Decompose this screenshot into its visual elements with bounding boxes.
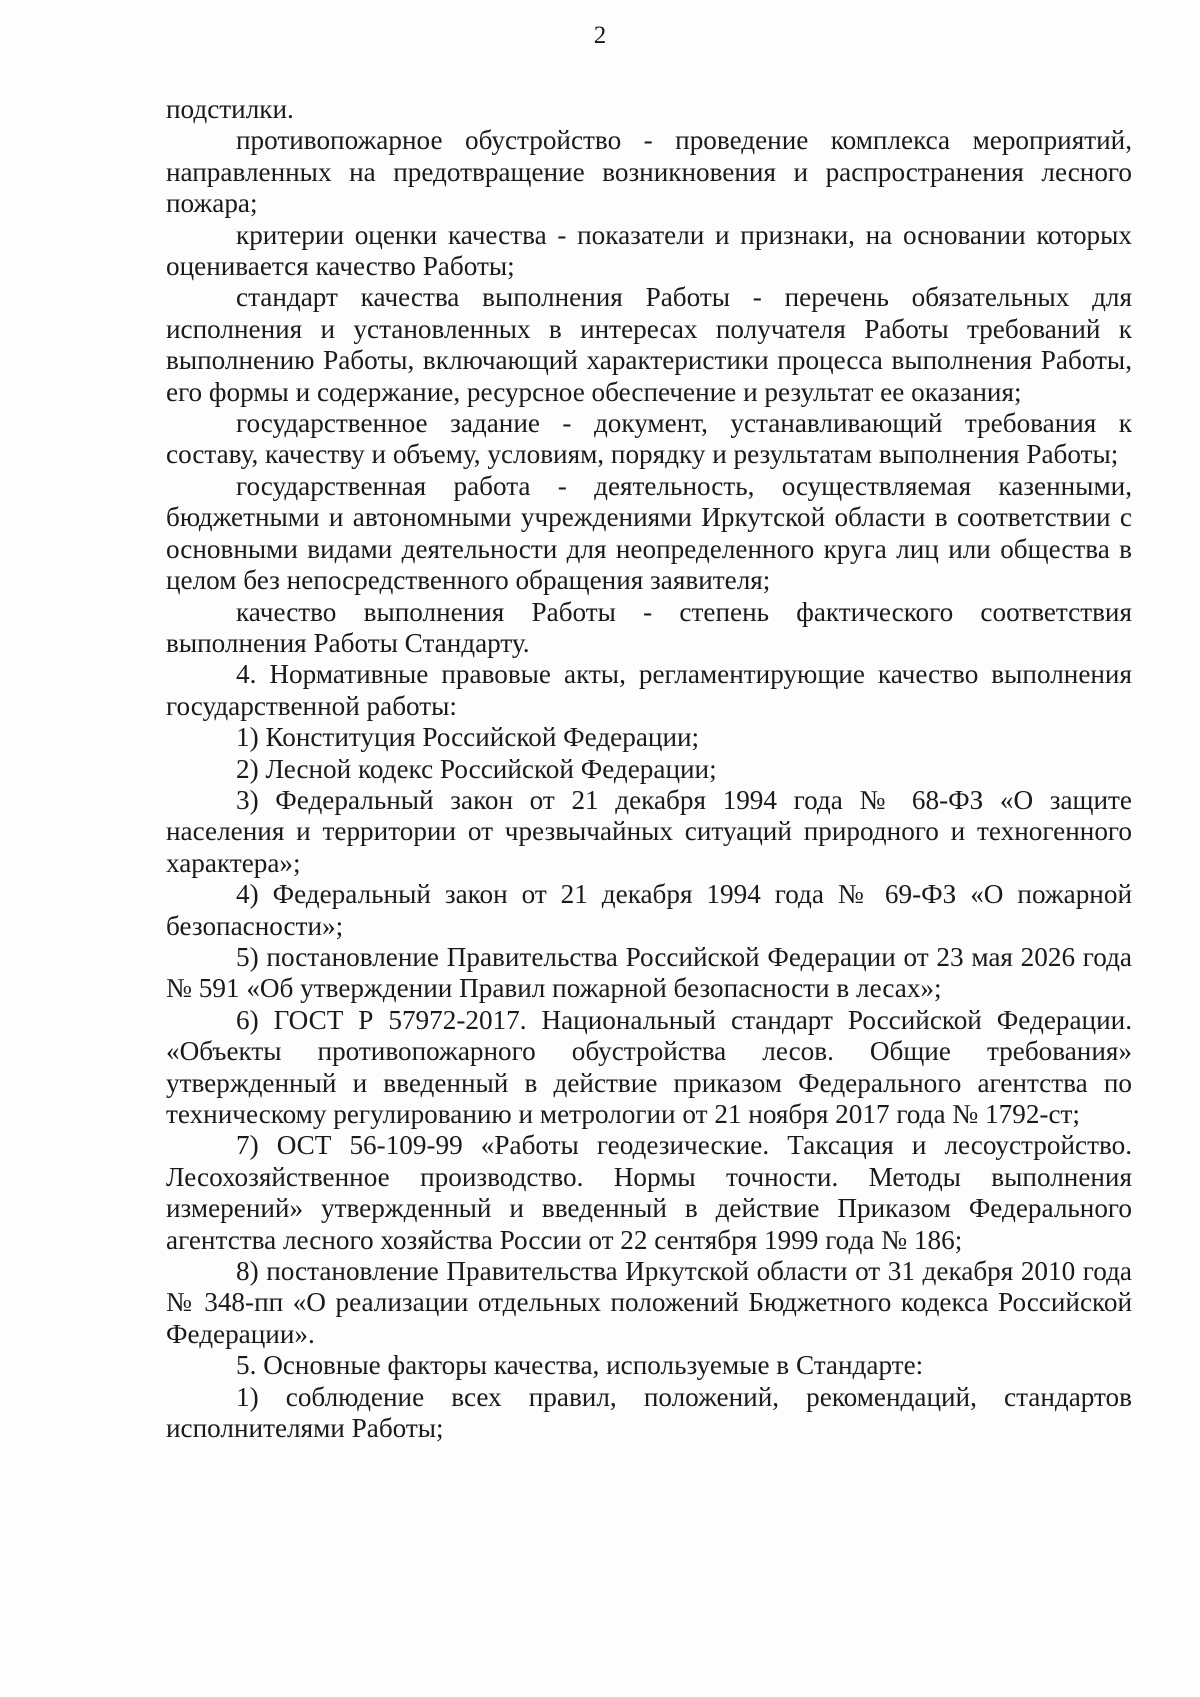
definition-quality-criteria: критерии оценки качества - показатели и признаки, на основании которых оценивается качество Работы;	[166, 219, 1132, 282]
definition-work-quality: качество выполнения Работы - степень фактического соответствия выполнения Работы Стандарту.	[166, 596, 1132, 658]
document-body	[166, 94, 1132, 1444]
legal-act-1: 1) Конституция Российской Федерации;	[236, 722, 700, 753]
legal-act-4: 4) Федеральный закон от 21 декабря 1994 года № 69-ФЗ «О пожарной безопасности»;	[166, 879, 1132, 941]
legal-act-2: 2) Лесной кодекс Российской Федерации;	[236, 753, 717, 784]
definition-quality-standard: стандарт качества выполнения Работы - перечень обязательных для исполнения и установленных в интересах получателя Работы требований к выполнению Работы, включающий характеристики процесса выполнения Работы, его формы и содержание, ресурсное обеспечение и результат ее оказания;	[166, 282, 1132, 407]
definition-state-work: государственная работа - деятельность, осуществляемая казенными, бюджетными и автономными учреждениями Иркутской области в соответствии с основными видами деятельности для неопределенного круга лиц или общества в целом без непосредственного обращения заявителя;	[166, 470, 1132, 596]
legal-act-6: 6) ГОСТ Р 57972-2017. Национальный стандарт Российской Федерации. «Объекты противопожарного обустройства лесов. Общие требования» утвержденный и введенный в действие приказом Федерального агентства по техническому регулированию и метрологии от 21 ноября 2017 года № 1792-ст;	[166, 1004, 1132, 1129]
legal-act-5: 5) постановление Правительства Российской Федерации от 23 мая 2026 года № 591 «Об утверждении Правил пожарной безопасности в лесах»;	[166, 941, 1132, 1004]
legal-act-7: 7) ОСТ 56-109-99 «Работы геодезические. Таксация и лесоустройство. Лесохозяйственное производство. Нормы точности. Методы выполнения измерений» утвержденный и введенный в действие Приказом Федерального агентства лесного хозяйства России от 22 сентября 1999 года № 186;	[166, 1130, 1132, 1255]
legal-act-8: 8) постановление Правительства Иркутской области от 31 декабря 2010 года № 348-пп «О реализации отдельных положений Бюджетного кодекса Российской Федерации».	[166, 1256, 1132, 1349]
section-4-heading: 4. Нормативные правовые акты, регламентирующие качество выполнения государственной работы:	[166, 659, 1132, 721]
legal-act-3: 3) Федеральный закон от 21 декабря 1994 года № 68-ФЗ «О защите населения и территории от чрезвычайных ситуаций природного и техногенного характера»;	[166, 784, 1132, 878]
paragraph-continuation: подстилки.	[166, 94, 294, 124]
definition-fire-prevention-arrangement: противопожарное обустройство - проведение комплекса мероприятий, направленных на предотвращение возникновения и распространения лесного пожара;	[166, 125, 1132, 219]
definition-state-assignment: государственное задание - документ, устанавливающий требования к составу, качеству и объему, условиям, порядку и результатам выполнения Работы;	[166, 408, 1132, 470]
page-number: 2	[593, 22, 607, 49]
quality-factor-1: 1) соблюдение всех правил, положений, рекомендаций, стандартов исполнителями Работы;	[166, 1381, 1132, 1444]
section-5-heading: 5. Основные факторы качества, используемые в Стандарте:	[236, 1350, 924, 1381]
